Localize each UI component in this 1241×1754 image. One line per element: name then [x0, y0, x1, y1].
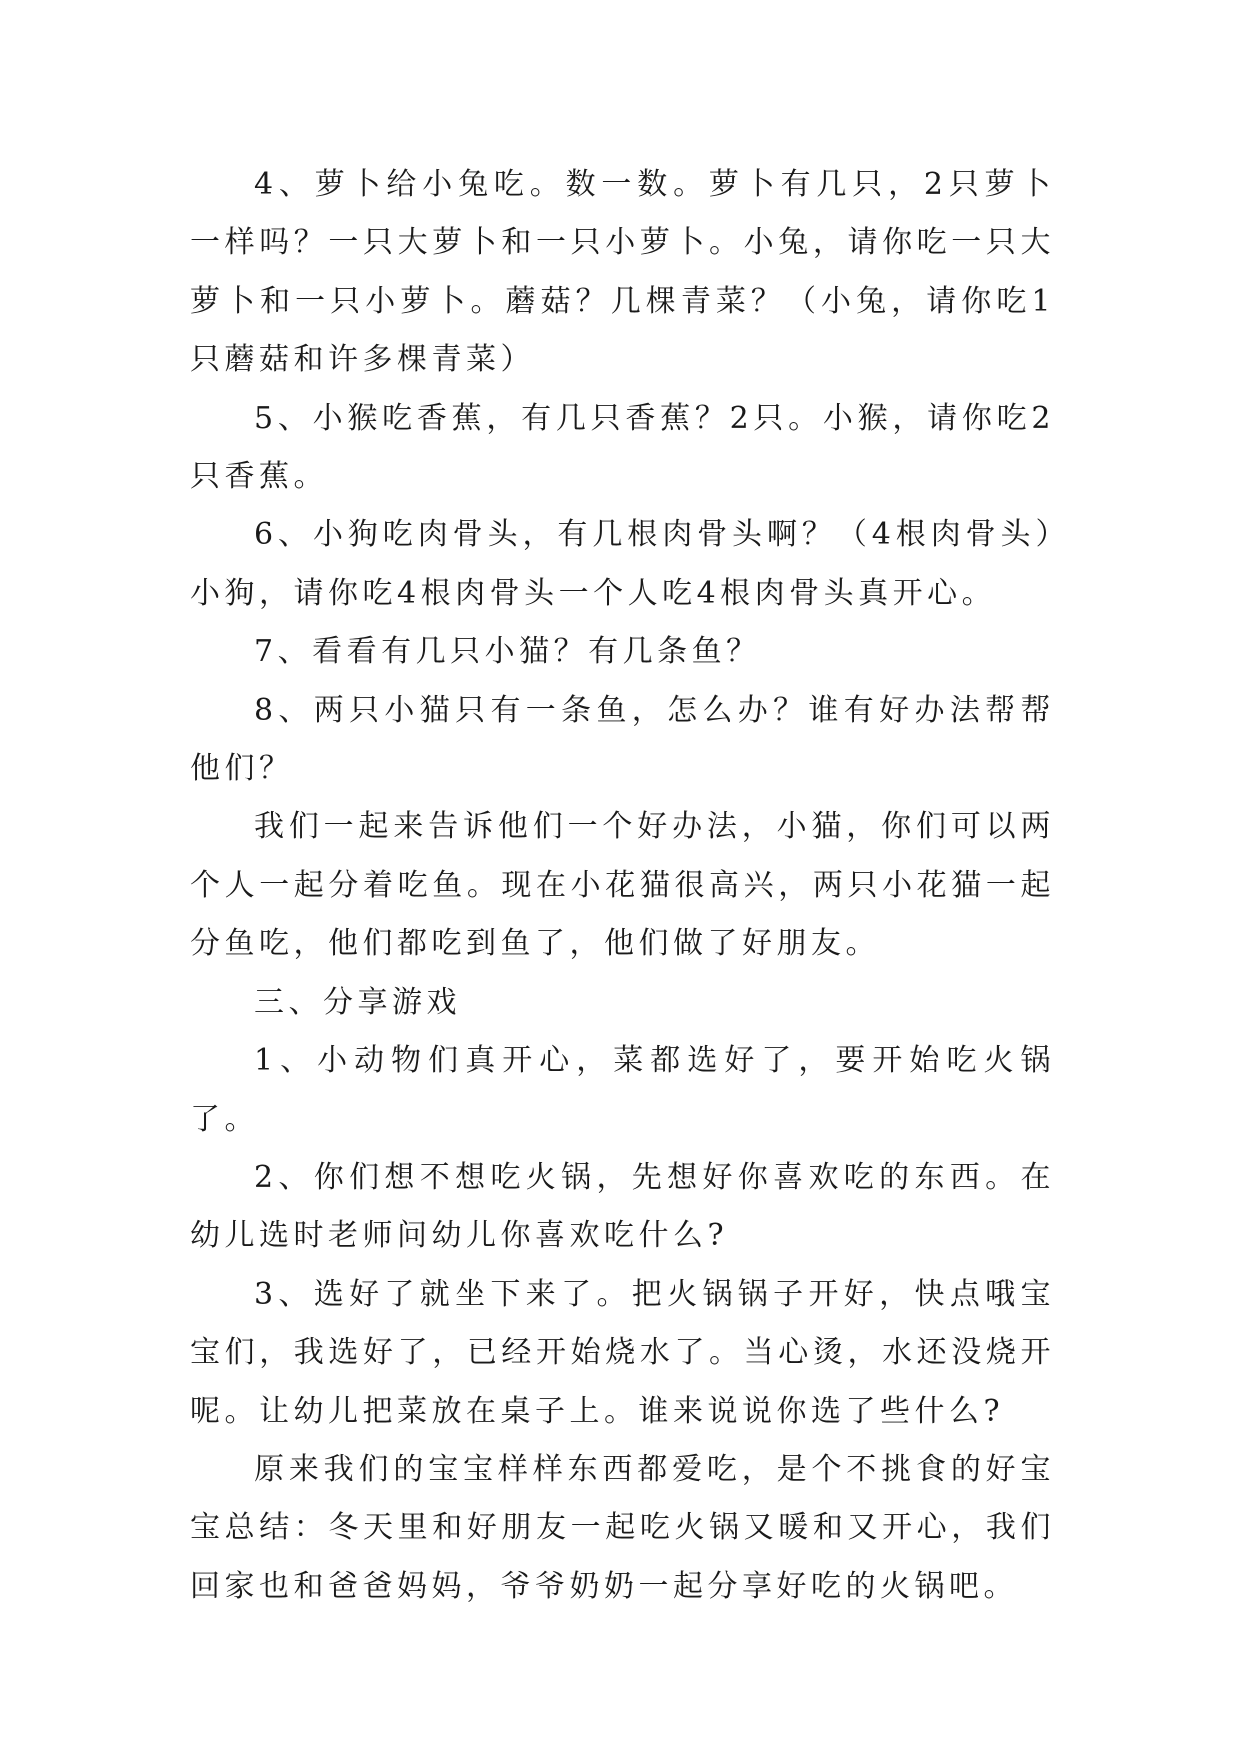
paragraph-solution: 我们一起来告诉他们一个好办法，小猫，你们可以两个人一起分着吃鱼。现在小花猫很高兴，两只小花猫一起分鱼吃，他们都吃到鱼了，他们做了好朋友。 — [190, 809, 1055, 962]
paragraph-step-6: 6、小狗吃肉骨头，有几根肉骨头啊？（4根肉骨头）小狗，请你吃4根肉骨头一个人吃4根肉骨头真开心。 — [190, 517, 1055, 611]
paragraph-step-7: 7、看看有几只小猫？有几条鱼？ — [254, 634, 761, 670]
paragraph-share-1: 1、小动物们真开心，菜都选好了，要开始吃火锅了。 — [190, 1043, 1055, 1137]
paragraph-step-8: 8、两只小猫只有一条鱼，怎么办？谁有好办法帮帮他们？ — [190, 692, 1055, 787]
body-text — [190, 156, 1055, 1616]
section-heading: 三、分享游戏 — [254, 984, 461, 1020]
paragraph-step-5: 5、小猴吃香蕉，有几只香蕉？2只。小猴，请你吃2只香蕉。 — [190, 400, 1055, 495]
paragraph-share-2: 2、你们想不想吃火锅，先想好你喜欢吃的东西。在幼儿选时老师问幼儿你喜欢吃什么? — [190, 1159, 1055, 1254]
paragraph-share-3: 3、选好了就坐下来了。把火锅锅子开好，快点哦宝宝们，我选好了，已经开始烧水了。当心烫，水还没烧开呢。让幼儿把菜放在桌子上。谁来说说你选了些什么? — [190, 1276, 1055, 1429]
paragraph-summary: 原来我们的宝宝样样东西都爱吃，是个不挑食的好宝宝总结：冬天里和好朋友一起吃火锅又暖和又开心，我们回家也和爸爸妈妈，爷爷奶奶一起分享好吃的火锅吧。 — [190, 1451, 1055, 1604]
paragraph-step-4: 4、萝卜给小兔吃。数一数。萝卜有几只，2只萝卜一样吗？一只大萝卜和一只小萝卜。小兔，请你吃一只大萝卜和一只小萝卜。蘑菇？几棵青菜？（小兔，请你吃1只蘑菇和许多棵青菜） — [190, 167, 1055, 378]
